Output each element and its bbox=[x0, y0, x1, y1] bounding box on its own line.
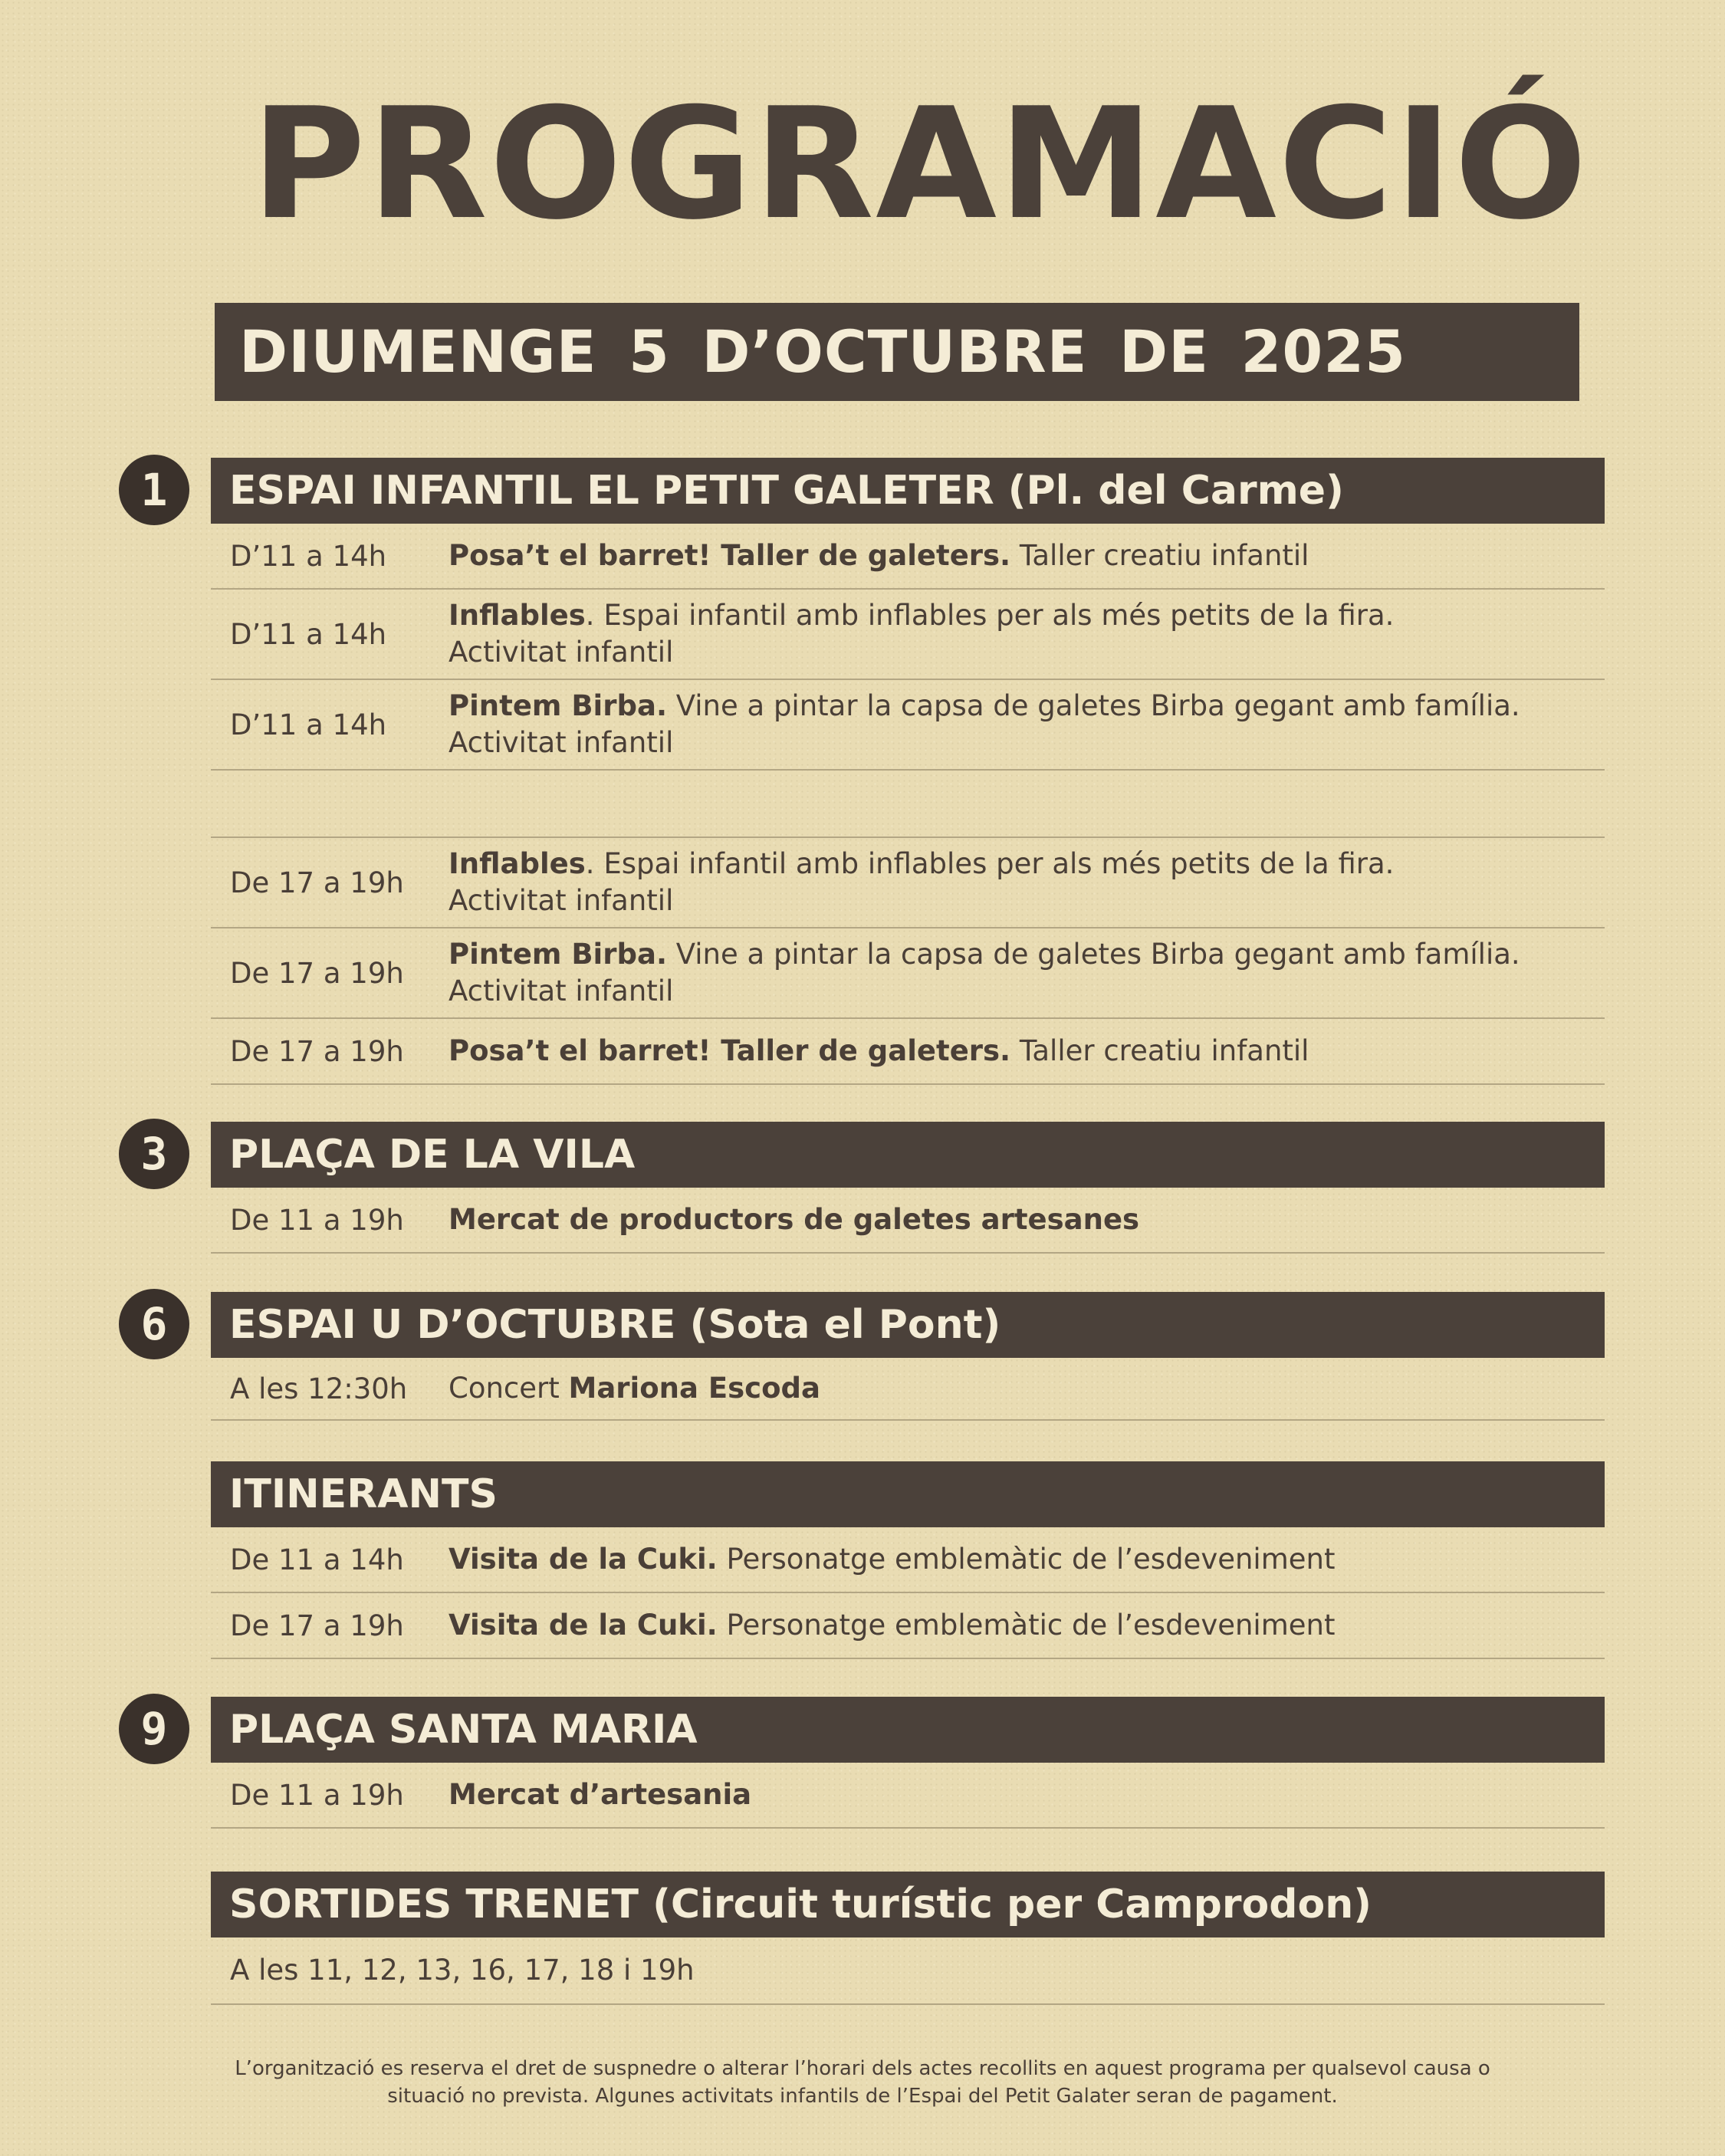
section-header bbox=[140, 1122, 1605, 1188]
location-number-badge: 3 bbox=[119, 1119, 189, 1189]
schedule-row bbox=[211, 590, 1605, 680]
row-time: De 11 a 19h bbox=[230, 1778, 404, 1812]
footer-line: situació no prevista. Algunes activitats infantils de l’Espai del Petit Galater seran de pagament. bbox=[387, 2085, 1338, 2108]
row-description: Mercat d’artesania bbox=[449, 1778, 752, 1811]
section-title: PLAÇA SANTA MARIA bbox=[229, 1707, 698, 1753]
schedule-row bbox=[211, 1763, 1605, 1829]
row-time: De 11 a 19h bbox=[230, 1203, 404, 1237]
section-title: PLAÇA DE LA VILA bbox=[229, 1132, 636, 1178]
location-number-badge: 1 bbox=[119, 455, 189, 525]
event-date-banner: DIUMENGE 5 D’OCTUBRE DE 2025 bbox=[215, 303, 1579, 401]
section-header bbox=[140, 458, 1605, 524]
schedule-row bbox=[211, 524, 1605, 590]
schedule-row bbox=[211, 1188, 1605, 1254]
row-description: Pintem Birba. Vine a pintar la capsa de galetes Birba gegant amb família. Activitat infantil bbox=[449, 689, 1520, 759]
location-number-badge: 6 bbox=[119, 1289, 189, 1359]
schedule-row bbox=[211, 928, 1605, 1019]
row-time: De 17 a 19h bbox=[230, 1034, 404, 1068]
row-time: A les 11, 12, 13, 16, 17, 18 i 19h bbox=[230, 1954, 695, 1987]
schedule-row bbox=[211, 680, 1605, 771]
schedule-row bbox=[211, 1937, 1605, 2005]
footer-line: L’organització es reserva el dret de suspnedre o alterar l’horari dels actes recollits en aquest programa per qualsevol causa o bbox=[235, 2057, 1490, 2080]
disclaimer-footer bbox=[153, 2055, 1572, 2110]
row-description: Inflables. Espai infantil amb inflables per als més petits de la fira. Activitat infantil bbox=[449, 599, 1395, 669]
row-time: De 11 a 14h bbox=[230, 1543, 404, 1576]
row-time: D’11 a 14h bbox=[230, 617, 387, 651]
location-number-badge: 9 bbox=[119, 1694, 189, 1764]
schedule-row bbox=[211, 838, 1605, 928]
row-spacer bbox=[211, 771, 1605, 838]
section-placa-vila bbox=[140, 1122, 1605, 1254]
row-time: De 17 a 19h bbox=[230, 1609, 404, 1642]
section-title: ESPAI U D’OCTUBRE (Sota el Pont) bbox=[229, 1302, 1001, 1348]
row-time: De 17 a 19h bbox=[230, 866, 404, 899]
schedule-row bbox=[211, 1593, 1605, 1659]
schedule-row bbox=[211, 1527, 1605, 1593]
page-title: PROGRAMACIÓ bbox=[251, 75, 1589, 254]
section-espai-infantil bbox=[140, 458, 1605, 1085]
section-header bbox=[211, 1872, 1605, 1937]
schedule-row bbox=[211, 1358, 1605, 1421]
section-itinerants bbox=[211, 1461, 1605, 1659]
schedule-row bbox=[211, 1019, 1605, 1085]
row-time: A les 12:30h bbox=[230, 1372, 408, 1405]
section-header bbox=[140, 1292, 1605, 1358]
section-placa-santa-maria bbox=[140, 1697, 1605, 1829]
row-description: Visita de la Cuki. Personatge emblemàtic de l’esdeveniment bbox=[449, 1609, 1336, 1642]
row-time: D’11 a 14h bbox=[230, 708, 387, 741]
section-title: ESPAI INFANTIL EL PETIT GALETER (Pl. del Carme) bbox=[229, 468, 1344, 514]
section-sortides-trenet bbox=[211, 1872, 1605, 2005]
section-title: SORTIDES TRENET (Circuit turístic per Camprodon) bbox=[229, 1882, 1372, 1928]
row-description: Posa’t el barret! Taller de galeters. Taller creatiu infantil bbox=[449, 539, 1309, 572]
row-description: Inflables. Espai infantil amb inflables per als més petits de la fira. Activitat infantil bbox=[449, 847, 1395, 917]
row-description: Pintem Birba. Vine a pintar la capsa de galetes Birba gegant amb família. Activitat infantil bbox=[449, 938, 1520, 1007]
row-time: De 17 a 19h bbox=[230, 956, 404, 990]
row-description: Posa’t el barret! Taller de galeters. Taller creatiu infantil bbox=[449, 1034, 1309, 1067]
section-header bbox=[211, 1461, 1605, 1527]
row-description: Visita de la Cuki. Personatge emblemàtic de l’esdeveniment bbox=[449, 1543, 1336, 1576]
row-description: Concert Mariona Escoda bbox=[449, 1372, 820, 1405]
row-time: D’11 a 14h bbox=[230, 539, 387, 573]
section-espai-u-octubre bbox=[140, 1292, 1605, 1421]
section-title: ITINERANTS bbox=[229, 1471, 498, 1517]
row-description: Mercat de productors de galetes artesanes bbox=[449, 1203, 1140, 1236]
section-header bbox=[140, 1697, 1605, 1763]
